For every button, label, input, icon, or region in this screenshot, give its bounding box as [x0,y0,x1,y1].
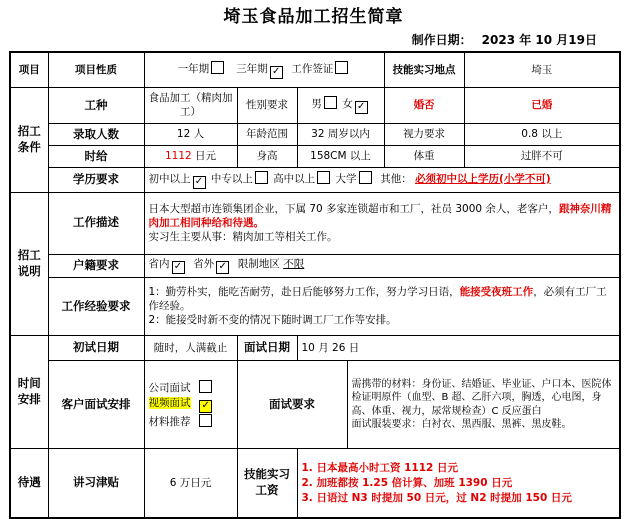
edu-other-value: 必须初中以上学历(小学不可) [415,172,551,185]
sex-male: 男 [311,98,322,111]
checkbox-one-year[interactable] [211,61,224,74]
option-video-interview: 视频面试 [148,397,191,410]
interview-dress-code: 面试服装要求：白衬衣、黑西服、黑裤、黑皮鞋。 [351,419,572,431]
practice-wage-list [297,448,620,518]
experience-text [144,278,620,336]
practice-place-value: 埼玉 [464,52,620,87]
allowance-label: 讲习津贴 [48,448,144,518]
checkbox-hukou-out[interactable]: ✓ [216,261,229,274]
work-desc-text-1: 日本大型超市连锁集团企业，下属 70 多家连锁超市和工厂，社员 3000 余人，老客户， [148,202,559,215]
age-value: 32 周岁以内 [297,124,384,146]
checkbox-edu-university[interactable] [359,171,372,184]
checkbox-company-interview[interactable] [199,380,212,393]
page-title: 埼玉食品加工招生简章 [223,7,404,27]
checkbox-video-interview[interactable]: ✓ [199,400,212,413]
experience-text-1: 1：勤劳朴实，能吃苦耐劳，赴日后能够努力工作，努力学习日语， [148,286,460,299]
checkbox-edu-high[interactable] [317,171,330,184]
option-company-interview: 公司面试 [148,381,191,394]
option-material-recommend: 材料推荐 [148,416,191,429]
edu-university: 大学 [335,172,357,185]
sex-female: 女 [342,98,353,111]
edu-other-label: 其他： [380,172,412,185]
hourly-wage-value [144,146,237,168]
height-value: 158CM 以上 [297,146,384,168]
option-three-year: 三年期 [236,62,268,75]
hourly-wage-number: 1112 [164,150,192,163]
work-desc-highlight: 跟神奈川精肉加工相同种给和待遇。 [148,202,612,229]
wage-item: 2. 加班都按 1.25 倍计算、加班 1390 日元 [301,476,513,489]
hourly-wage-unit: 日元 [191,150,217,163]
client-interview-row [10,361,620,449]
experience-row [10,278,620,336]
marital-married: 已婚 [464,87,620,123]
age-label: 年龄范围 [237,124,297,146]
weight-label: 体重 [384,146,464,168]
sex-label: 性别要求 [237,87,297,123]
treatment-row [10,448,620,518]
hukou-in-province: 省内 [148,258,170,271]
allowance-value: 6 万日元 [144,448,237,518]
schedule-section-label: 时间安排 [10,335,48,448]
edu-high: 高中以上 [273,172,316,185]
client-interview-label: 客户面试安排 [48,361,144,449]
education-row [10,167,620,192]
experience-text-1b: ，必须有工厂工作经验。 [148,286,607,313]
client-interview-options [144,361,237,449]
job-value: 食品加工（精肉加工） [144,87,237,123]
project-nature-options [144,52,384,87]
project-nature-label: 项目性质 [48,52,144,87]
interview-requirements-label: 面试要求 [237,361,347,449]
hukou-out-province: 省外 [193,258,215,271]
checkbox-female[interactable]: ✓ [355,101,368,114]
work-desc-row [10,192,620,254]
vision-value: 0.8 以上 [464,124,620,146]
sex-options [297,87,384,123]
practice-place-label: 技能实习地点 [384,52,464,87]
interview-date-value: 10 月 26 日 [297,335,620,361]
hourly-wage-label: 时给 [48,146,144,168]
first-test-value: 随时，人满截止 [144,335,237,361]
experience-text-2: 2：能接受时新不变的情况下随时调工厂工作等安排。 [148,314,397,327]
work-desc-text [144,192,620,254]
edu-junior: 初中以上 [148,172,191,185]
job-row [10,87,620,123]
education-options [144,167,620,192]
hukou-limit-label: 限制地区 [237,258,280,271]
count-value: 12 人 [144,124,237,146]
interview-requirements-text [347,361,620,449]
first-test-label: 初试日期 [48,335,144,361]
practice-wage-label: 技能实习工资 [237,448,297,518]
wage-item: 1. 日本最高小时工资 1112 日元 [301,461,458,474]
experience-night-shift: 能接受夜班工作 [459,286,534,299]
hukou-label: 户籍要求 [48,254,144,278]
option-one-year: 一年期 [177,62,210,75]
checkbox-three-year[interactable]: ✓ [270,66,283,79]
project-row [10,52,620,87]
desc-section-label: 招工说明 [10,192,48,335]
date-label: 制作日期： [411,33,472,47]
interview-materials: 需携带的材料：身份证、结婚证、毕业证、户口本、医院体检证明原件（血型、B 超、乙肝六项，胸透，心电图，身高、体重、视力，尿常规检查）C 反应蛋白 [351,378,612,417]
checkbox-work-visa[interactable] [335,61,348,74]
recruit-section-label: 招工条件 [10,87,48,192]
wage-item: 3. 日语过 N3 时提加 50 日元，过 N2 时提加 150 日元 [301,492,572,505]
recruitment-table [9,51,621,519]
option-work-visa: 工作签证 [291,62,334,75]
hukou-row [10,254,620,278]
work-desc-text-2: 实习生主要从事：精肉加工等相关工作。 [148,231,338,244]
hukou-limit-value: 不限 [283,258,305,271]
marital-unmarried: 婚否 [384,87,464,123]
count-row [10,124,620,146]
education-label: 学历要求 [48,167,144,192]
hukou-options [144,254,620,278]
checkbox-edu-secondary[interactable] [255,171,268,184]
interview-date-label: 面试日期 [237,335,297,361]
vision-label: 视力要求 [384,124,464,146]
edu-secondary: 中专以上 [210,172,253,185]
checkbox-hukou-in[interactable]: ✓ [172,261,185,274]
checkbox-material-recommend[interactable] [199,414,212,427]
checkbox-male[interactable] [324,96,337,109]
job-label: 工种 [48,87,144,123]
weight-value: 过胖不可 [464,146,620,168]
date-value: 2023 年 10 月19日 [481,33,597,47]
project-label: 项目 [10,52,48,87]
work-desc-label: 工作描述 [48,192,144,254]
height-label: 身高 [237,146,297,168]
count-label: 录取人数 [48,124,144,146]
production-date [412,31,597,48]
experience-label: 工作经验要求 [48,278,144,336]
wage-row [10,146,620,168]
checkbox-edu-junior[interactable]: ✓ [193,176,206,189]
first-interview-row [10,335,620,361]
treatment-section-label: 待遇 [10,448,48,518]
